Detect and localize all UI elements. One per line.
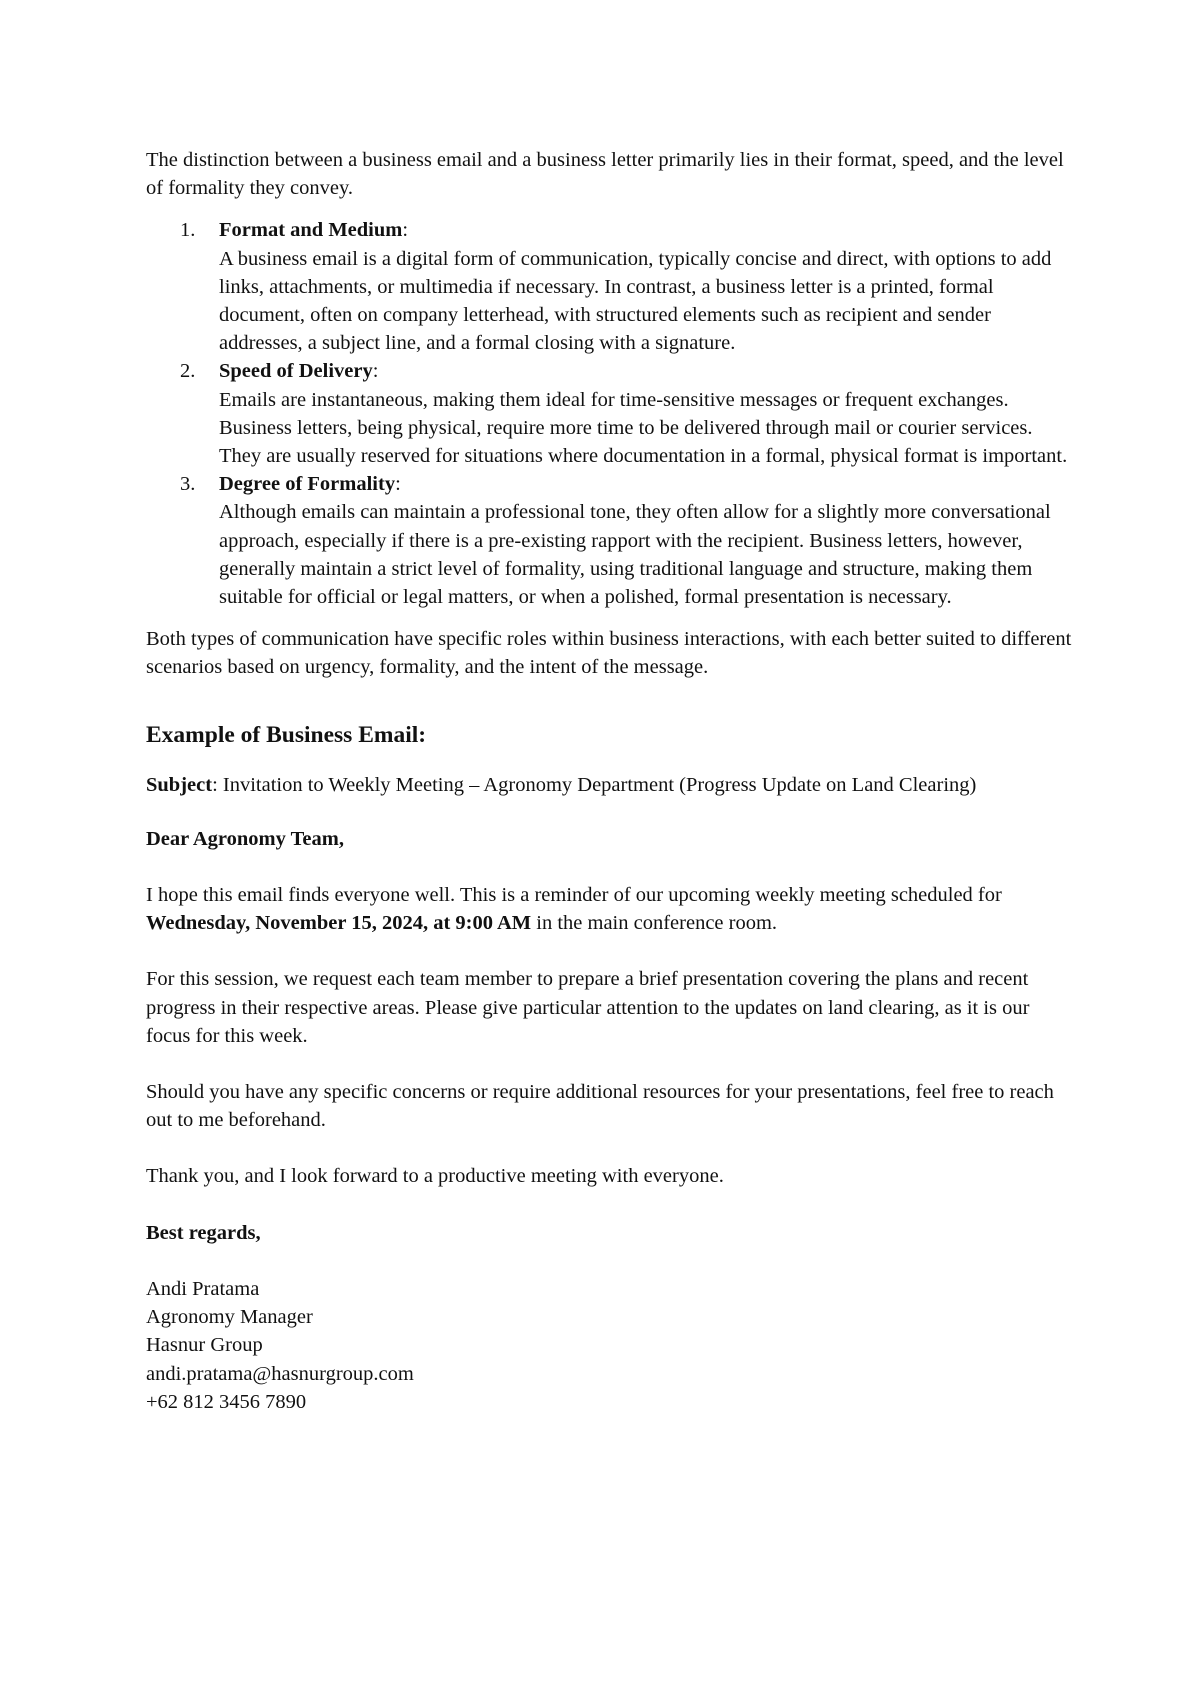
list-item: 2. Speed of Delivery: Emails are instantaneous, making them ideal for time-sensitive messages or frequent exchanges. Business letters, being physical, require more time to be delivered through mail or courier services. They are usually reserved for situations where documentation in a formal, physical format is important.	[219, 357, 1076, 470]
signature-email: andi.pratama@hasnurgroup.com	[146, 1362, 414, 1385]
signature-company: Hasnur Group	[146, 1334, 263, 1357]
document-page	[146, 146, 1076, 1416]
list-item-title: Format and Medium	[219, 219, 403, 242]
subject-label: Subject	[146, 773, 213, 796]
list-item: 1. Format and Medium: A business email is a digital form of communication, typically concise and direct, with options to add links, attachments, or multimedia if necessary. In contrast, a business letter is a printed, formal document, often on company letterhead, with structured elements such as recipient and sender addresses, a subject line, and a formal closing with a signature.	[219, 216, 1076, 357]
intro-paragraph: The distinction between a business email and a business letter primarily lies in their format, speed, and the level of formality they convey.	[146, 149, 1064, 200]
list-item: 3. Degree of Formality: Although emails can maintain a professional tone, they often allow for a slightly more conversational approach, especially if there is a pre-existing rapport with the recipient. Business letters, however, generally maintain a strict level of formality, using traditional language and structure, making them suitable for official or legal matters, or when a polished, formal presentation is necessary.	[219, 470, 1076, 611]
para1-end: in the main conference room.	[531, 912, 778, 935]
signature-title: Agronomy Manager	[146, 1306, 313, 1329]
email-paragraph-4: Thank you, and I look forward to a productive meeting with everyone.	[146, 1165, 724, 1188]
para1-start: I hope this email finds everyone well. This is a reminder of our upcoming weekly meeting scheduled for	[146, 884, 1002, 907]
email-paragraph-3: Should you have any specific concerns or require additional resources for your presentations, feel free to reach out to me beforehand.	[146, 1081, 1054, 1132]
list-item-text: Emails are instantaneous, making them ideal for time-sensitive messages or frequent exchanges. Business letters, being physical, require more time to be delivered through mail or courier services. They are usually reserved for situations where documentation in a formal, physical format is important.	[219, 388, 1068, 468]
list-item-text: A business email is a digital form of communication, typically concise and direct, with options to add links, attachments, or multimedia if necessary. In contrast, a business letter is a printed, formal document, often on company letterhead, with structured elements such as recipient and sender addresses, a subject line, and a formal closing with a signature.	[219, 247, 1052, 355]
email-signature	[146, 1275, 1076, 1416]
email-greeting: Dear Agronomy Team,	[146, 827, 344, 850]
example-heading: Example of Business Email:	[146, 721, 427, 748]
conclusion-paragraph: Both types of communication have specific roles within business interactions, with each better suited to different scenarios based on urgency, formality, and the intent of the message.	[146, 628, 1072, 679]
list-item-title: Degree of Formality	[219, 473, 396, 496]
subject-text: : Invitation to Weekly Meeting – Agronomy Department (Progress Update on Land Clearing)	[212, 773, 977, 796]
list-number: 2.	[180, 360, 196, 383]
meeting-date: Wednesday, November 15, 2024, at 9:00 AM	[146, 912, 532, 935]
email-signoff: Best regards,	[146, 1221, 261, 1244]
signature-phone: +62 812 3456 7890	[146, 1390, 307, 1413]
email-paragraph-1	[146, 881, 1076, 937]
list-number: 1.	[180, 219, 196, 242]
signature-name: Andi Pratama	[146, 1277, 260, 1300]
list-number: 3.	[180, 473, 196, 496]
comparison-list	[146, 216, 1076, 611]
email-subject	[146, 771, 1076, 799]
list-item-title: Speed of Delivery	[219, 360, 373, 383]
list-item-text: Although emails can maintain a professional tone, they often allow for a slightly more conversational approach, especially if there is a pre-existing rapport with the recipient. Business letters, however, generally maintain a strict level of formality, using traditional language and structure, making them suitable for official or legal matters, or when a polished, formal presentation is necessary.	[219, 501, 1051, 609]
email-paragraph-2: For this session, we request each team member to prepare a brief presentation covering the plans and recent progress in their respective areas. Please give particular attention to the updates on land clearing, as it is our focus for this week.	[146, 968, 1030, 1047]
